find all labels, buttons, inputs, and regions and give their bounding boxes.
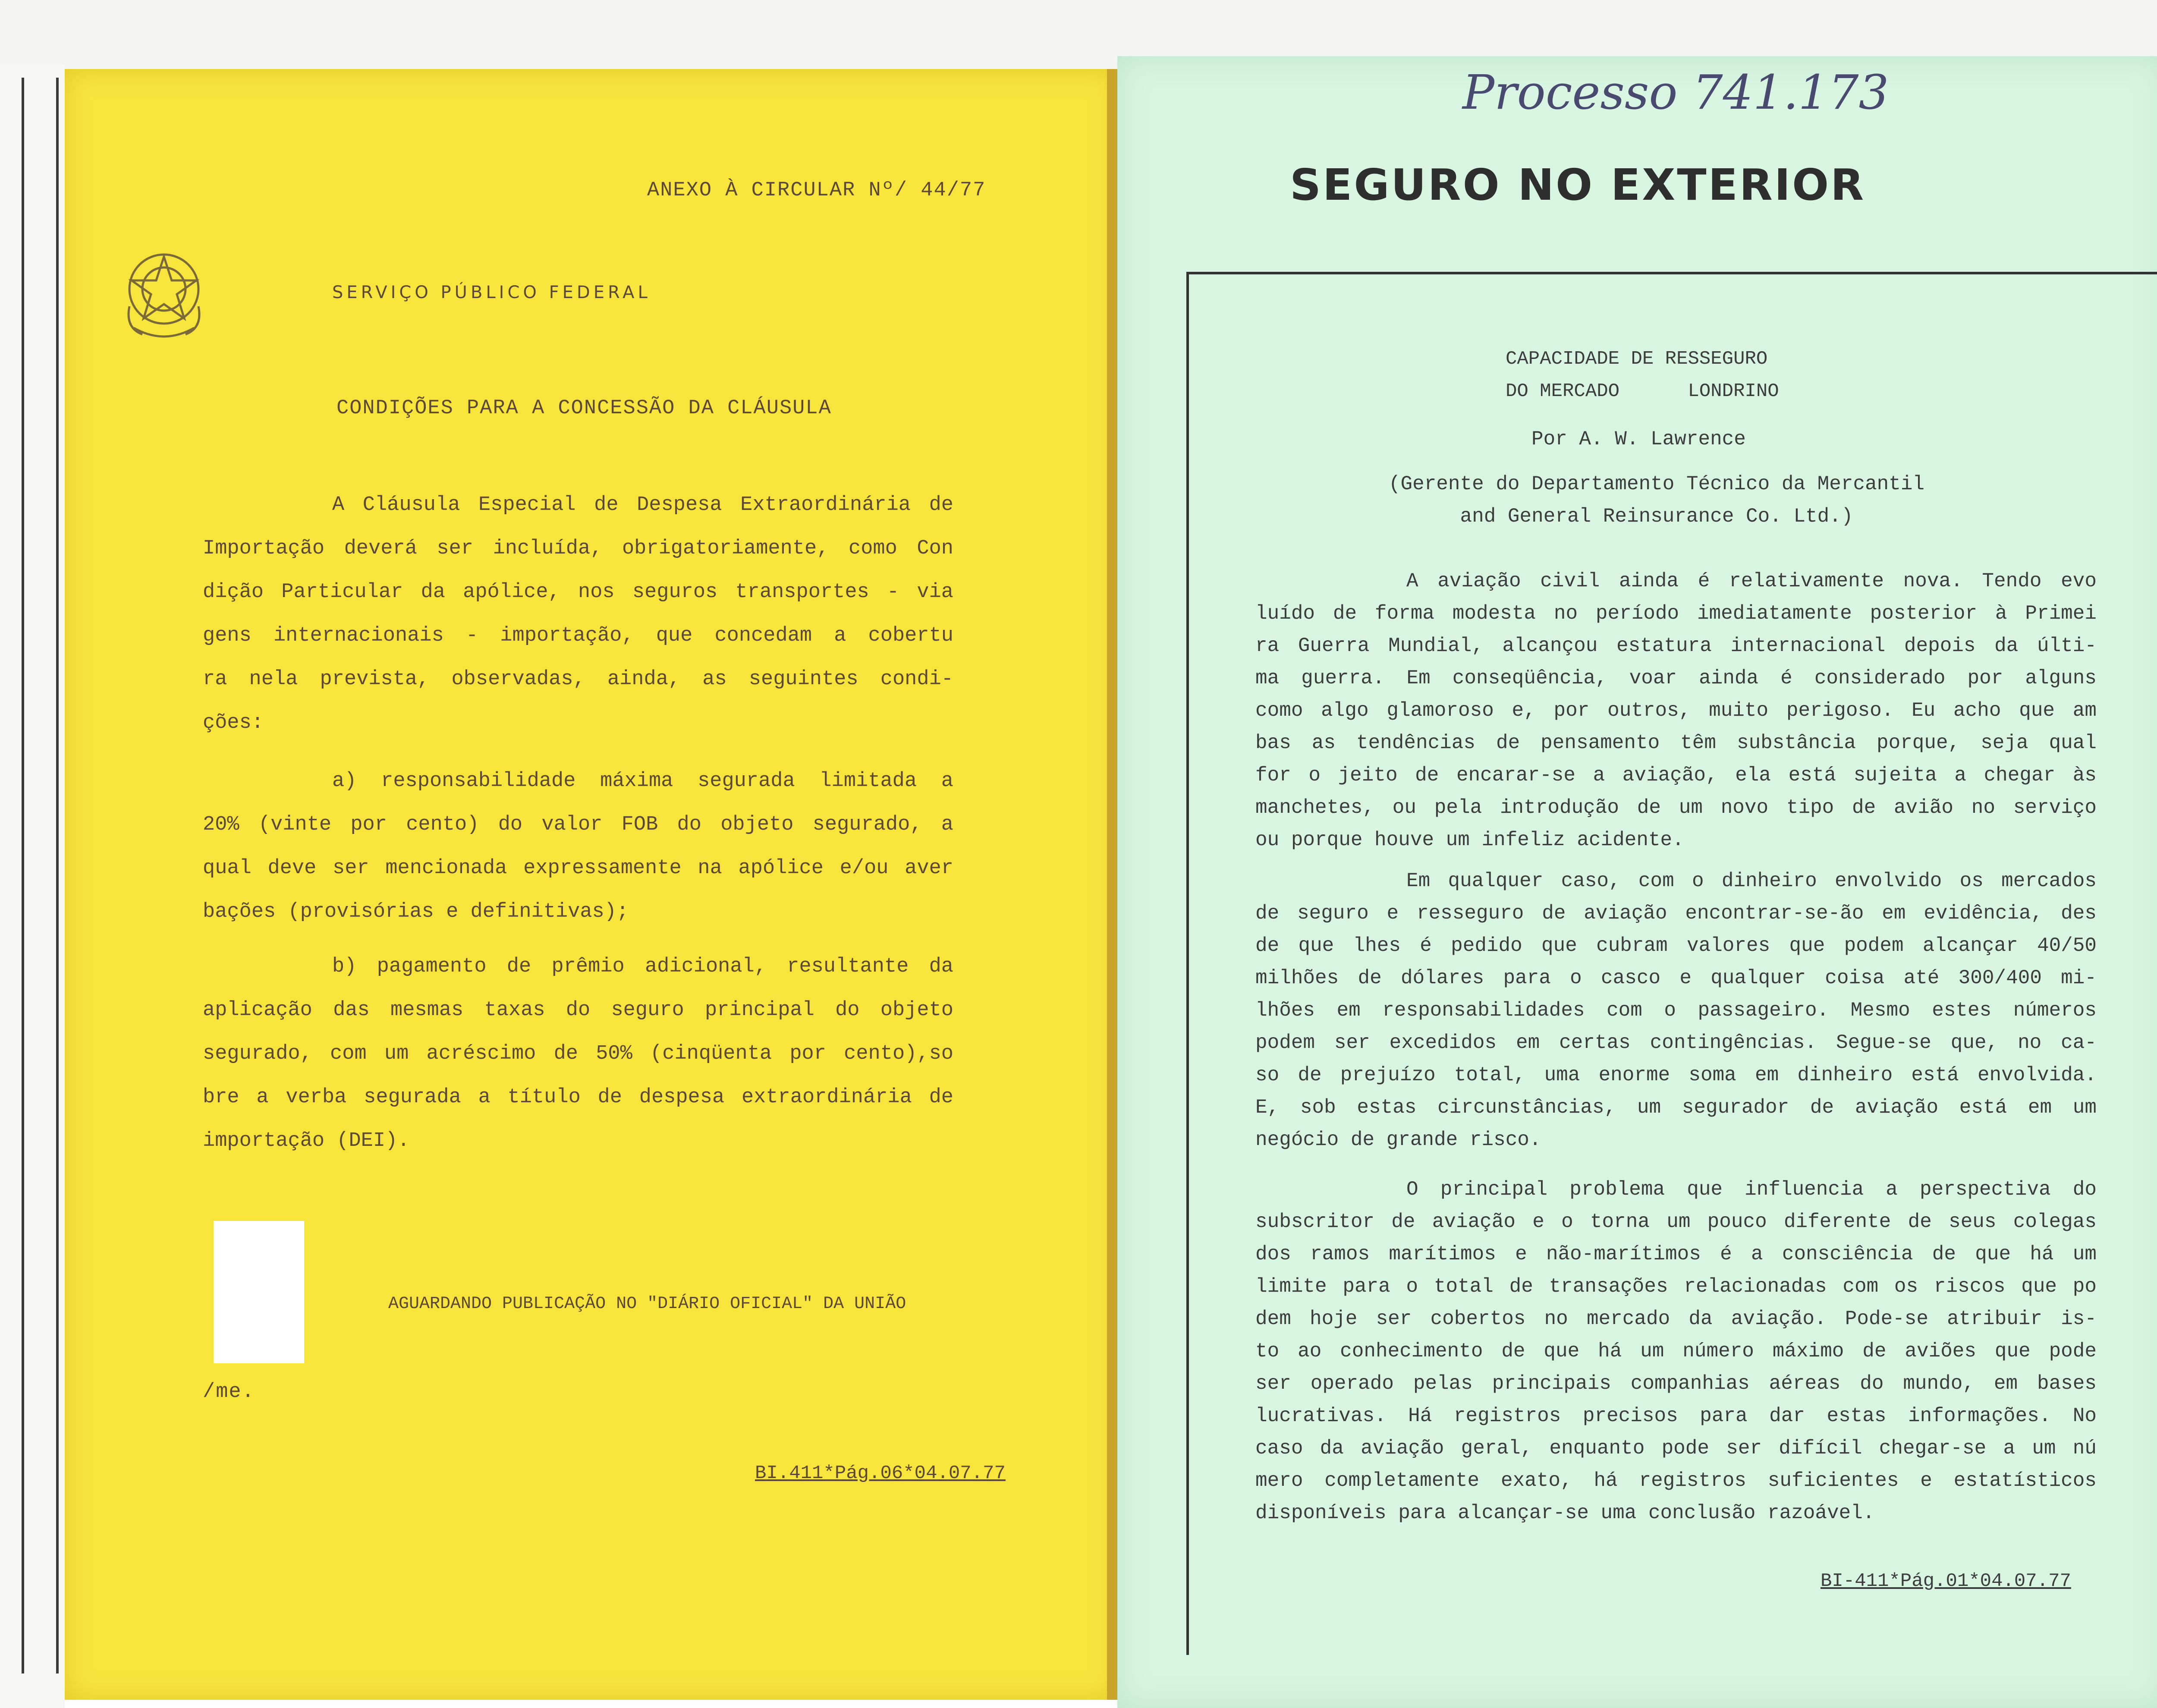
- text-line: qual deve ser mencionada expressamente na apólice e/ou aver: [203, 857, 953, 880]
- redaction-block: [214, 1221, 304, 1363]
- left-item-b: [203, 945, 953, 1163]
- right-paragraph-3: [1255, 1173, 2097, 1529]
- affiliation-line-2: and General Reinsurance Co. Ltd.): [1460, 505, 1853, 528]
- text-line: lhões em responsabilidades com o passageiro. Mesmo estes números: [1255, 999, 2097, 1022]
- initials: /me.: [203, 1381, 255, 1403]
- text-line: manchetes, ou pela introdução de um novo tipo de avião no serviço: [1255, 796, 2097, 819]
- text-line: podem ser excedidos em certas contingências. Segue-se que, no ca-: [1255, 1032, 2097, 1054]
- text-line: Em qualquer caso, com o dinheiro envolvido os mercados: [1406, 870, 2097, 892]
- left-item-a: [203, 759, 953, 934]
- text-line: 20% (vinte por cento) do valor FOB do objeto segurado, a: [203, 813, 953, 836]
- coat-of-arms-icon: [116, 242, 211, 349]
- page-spine: [1107, 69, 1117, 1700]
- author-affiliation: [1376, 468, 1937, 533]
- right-footer-reference: BI-411*Pág.01*04.07.77: [1821, 1570, 2071, 1592]
- text-line: segurado, com um acréscimo de 50% (cinqüenta por cento),so: [203, 1042, 953, 1065]
- left-paragraph-1: [203, 483, 953, 745]
- right-page: [1117, 56, 2157, 1708]
- binding-edge: [0, 65, 65, 1708]
- text-line: caso da aviação geral, enquanto pode ser difícil chegar-se a um nú: [1255, 1437, 2097, 1460]
- text-line: dição Particular da apólice, nos seguros transportes - via: [203, 581, 953, 604]
- text-line: ra Guerra Mundial, alcançou estatura internacional depois da últi-: [1255, 635, 2097, 657]
- left-page: [65, 69, 1117, 1700]
- text-line: dos ramos marítimos e não-marítimos é a consciência de que há um: [1255, 1243, 2097, 1265]
- text-line: disponíveis para alcançar-se uma conclusão razoável.: [1255, 1502, 1875, 1524]
- text-line: bre a verba segurada a título de despesa extraordinária de: [203, 1086, 953, 1109]
- text-line: A Cláusula Especial de Despesa Extraordinária de: [332, 494, 953, 516]
- text-line: negócio de grande risco.: [1255, 1129, 1541, 1151]
- masthead-title: SEGURO NO EXTERIOR: [1290, 160, 1866, 210]
- text-line: dem hoje ser cobertos no mercado da aviação. Pode-se atribuir is-: [1255, 1308, 2097, 1330]
- text-line: to ao conhecimento de que há um número máximo de aviões que pode: [1255, 1340, 2097, 1362]
- text-line: ma guerra. Em conseqüência, voar ainda é considerado por alguns: [1255, 667, 2097, 689]
- text-line: ções:: [203, 711, 264, 734]
- text-line: b) pagamento de prêmio adicional, resultante da: [332, 955, 953, 978]
- article-author: Por A. W. Lawrence: [1531, 428, 1746, 450]
- text-line: E, sob estas circunstâncias, um segurador de aviação está em um: [1255, 1096, 2097, 1119]
- text-line: bas as tendências de pensamento têm substância porque, seja qual: [1255, 732, 2097, 754]
- text-line: aplicação das mesmas taxas do seguro principal do objeto: [203, 999, 953, 1022]
- text-line: mero completamente exato, há registros suficientes e estatísticos: [1255, 1469, 2097, 1492]
- text-line: O principal problema que influencia a perspectiva do: [1406, 1178, 2097, 1201]
- article-title-line-1: CAPACIDADE DE RESSEGURO: [1506, 348, 1768, 370]
- text-line: importação (DEI).: [203, 1129, 410, 1152]
- text-line: lucrativas. Há registros precisos para dar estas informações. No: [1255, 1405, 2097, 1427]
- text-line: milhões de dólares para o casco e qualquer coisa até 300/400 mi-: [1255, 967, 2097, 989]
- left-footer-reference: BI.411*Pág.06*04.07.77: [755, 1463, 1006, 1484]
- text-line: de que lhes é pedido que cubram valores que podem alcançar 40/50: [1255, 934, 2097, 957]
- annex-reference: ANEXO À CIRCULAR Nº/ 44/77: [647, 179, 986, 202]
- affiliation-line-1: (Gerente do Departamento Técnico da Mercantil: [1388, 473, 1925, 495]
- handwritten-process-number: Processo 741.173: [1462, 65, 1889, 120]
- text-line: a) responsabilidade máxima segurada limitada a: [332, 770, 953, 793]
- text-line: como algo glamoroso e, por outros, muito perigoso. Eu acho que am: [1255, 699, 2097, 722]
- text-line: ra nela prevista, observadas, ainda, as seguintes condi-: [203, 668, 953, 691]
- text-line: subscritor de aviação e o torna um pouco diferente de seus colegas: [1255, 1211, 2097, 1233]
- right-paragraph-2: [1255, 865, 2097, 1156]
- text-line: so de prejuízo total, uma enorme soma em dinheiro está envolvida.: [1255, 1064, 2097, 1086]
- text-line: ou porque houve um infeliz acidente.: [1255, 829, 1684, 851]
- right-paragraph-1: [1255, 565, 2097, 856]
- text-line: ser operado pelas principais companhias aéreas do mundo, em bases: [1255, 1372, 2097, 1395]
- conditions-heading: CONDIÇÕES PARA A CONCESSÃO DA CLÁUSULA: [336, 397, 832, 420]
- text-line: limite para o total de transações relacionadas com os riscos que po: [1255, 1275, 2097, 1298]
- text-line: Importação deverá ser incluída, obrigatoriamente, como Con: [203, 537, 953, 560]
- text-line: A aviação civil ainda é relativamente nova. Tendo evo: [1406, 570, 2097, 592]
- article-title-block: [1506, 343, 1779, 408]
- publication-note: AGUARDANDO PUBLICAÇÃO NO "DIÁRIO OFICIAL" DA UNIÃO: [388, 1294, 906, 1314]
- service-header: SERVIÇO PÚBLICO FEDERAL: [332, 283, 651, 302]
- article-title-line-2: DO MERCADO LONDRINO: [1506, 381, 1779, 402]
- text-line: for o jeito de encarar-se a aviação, ela está sujeita a chegar às: [1255, 764, 2097, 786]
- text-line: luído de forma modesta no período imediatamente posterior à Primei: [1255, 602, 2097, 625]
- text-line: bações (provisórias e definitivas);: [203, 900, 629, 923]
- text-line: de seguro e resseguro de aviação encontrar-se-ão em evidência, des: [1255, 902, 2097, 925]
- text-line: gens internacionais - importação, que concedam a cobertu: [203, 624, 953, 647]
